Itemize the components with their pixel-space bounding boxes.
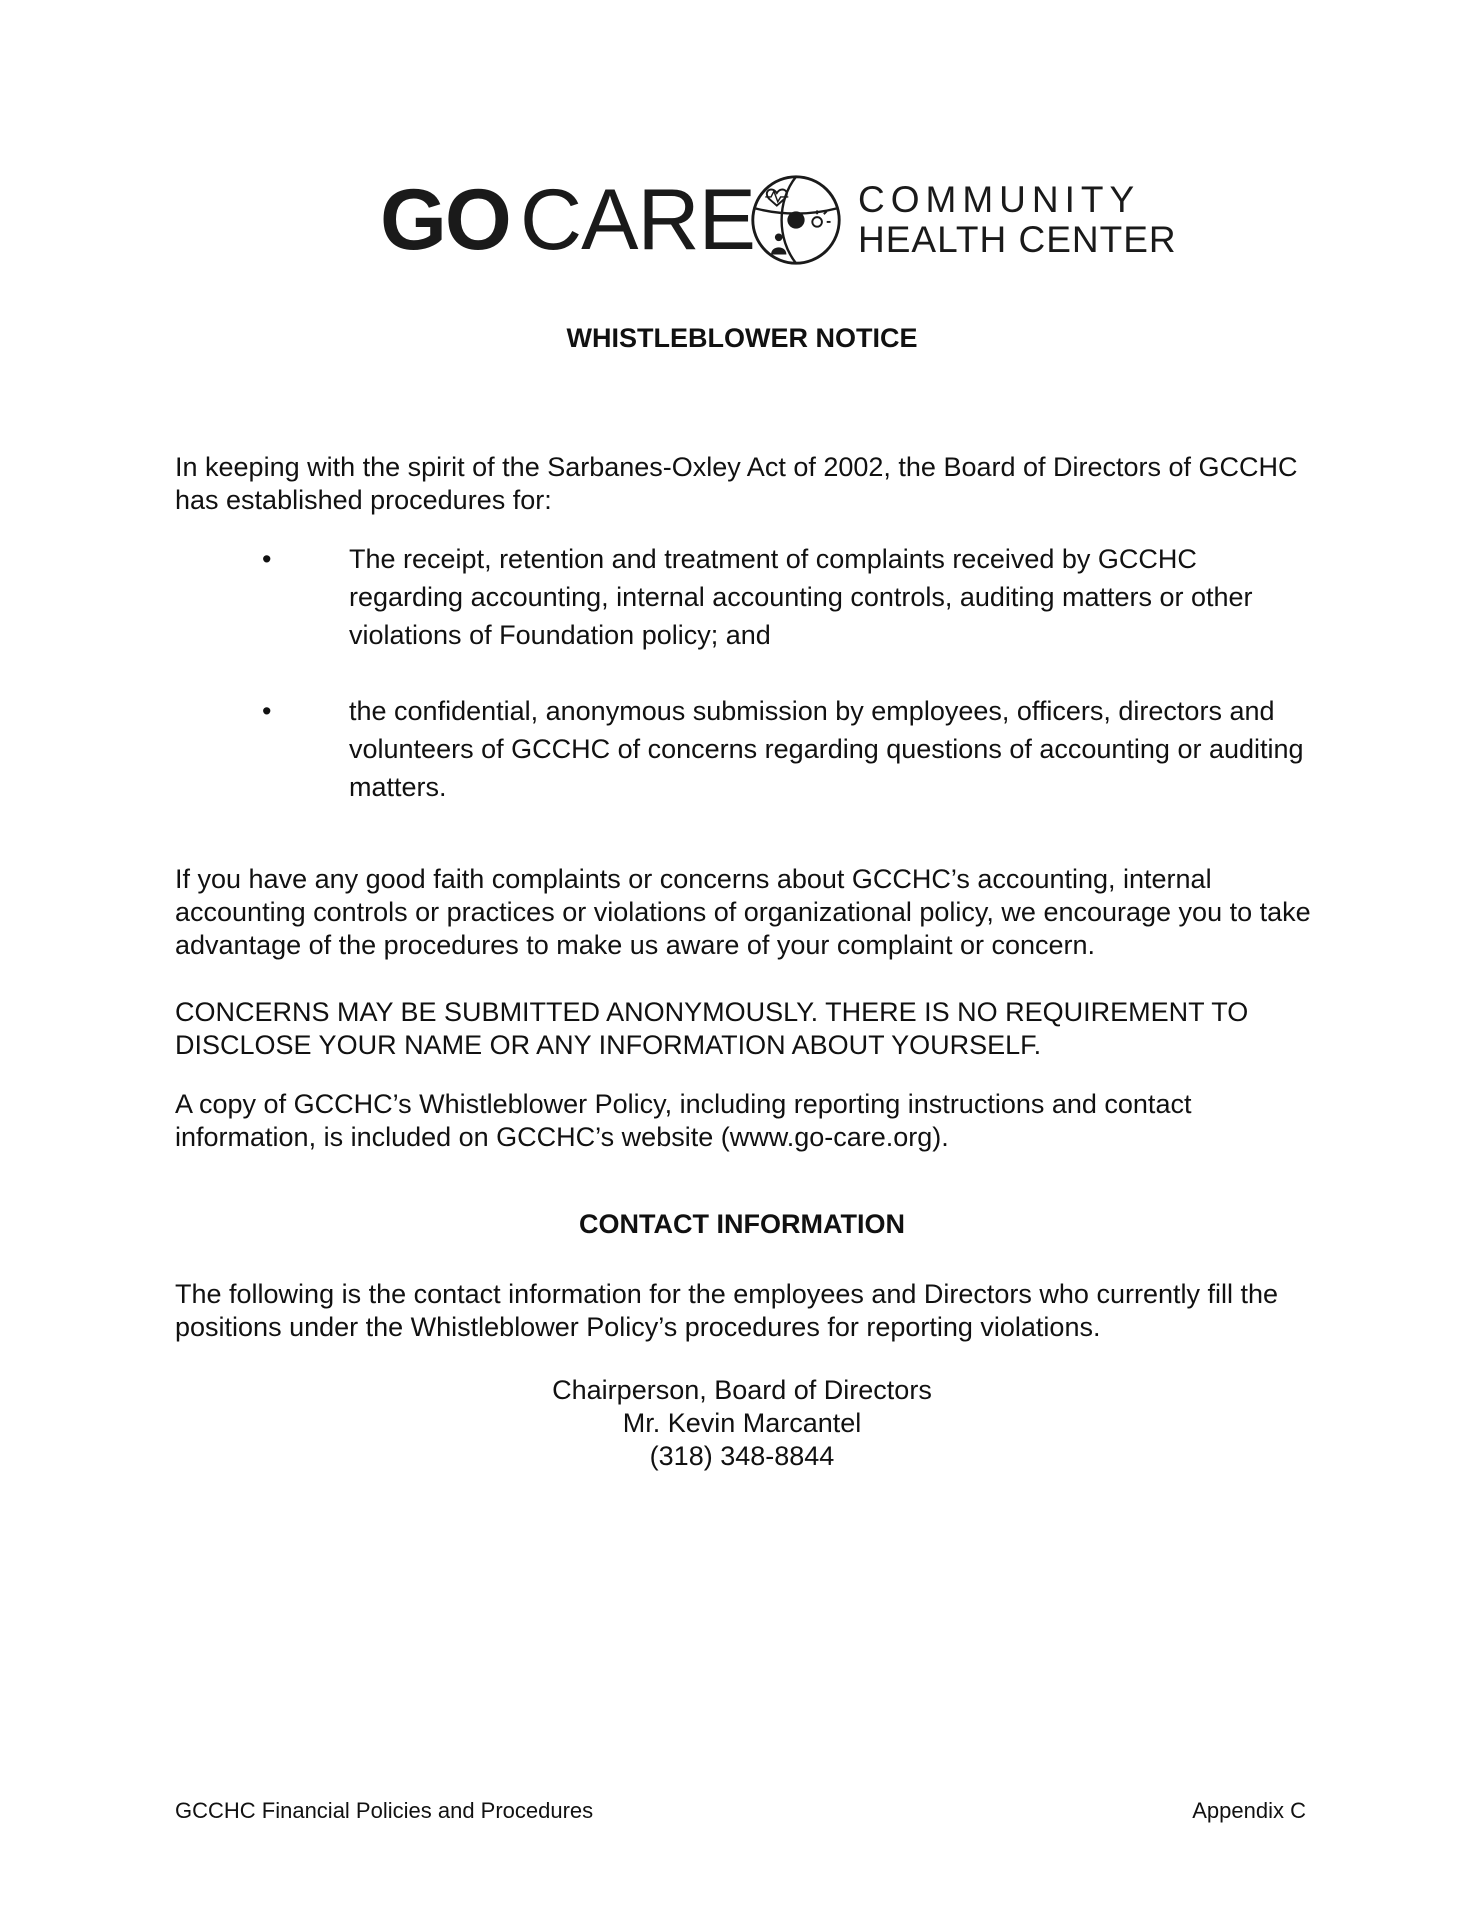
contact-intro-paragraph: The following is the contact information for the employees and Directors who currently fill the positions under the Whistleblower Policy’s procedures for reporting violations. [175,1279,1279,1342]
logo-word-go: GO [380,172,510,268]
complaints-paragraph: If you have any good faith complaints or concerns about GCCHC’s accounting, internal accounting controls or practices or violations of organizational policy, we encourage you to take advantage of the procedures to make us aware of your complaint or concern. [175,864,1311,960]
logo-line-community: COMMUNITY [858,179,1141,220]
contact-role: Chairperson, Board of Directors [552,1375,932,1405]
logo-emblem-icon [748,172,844,268]
footer-left: GCCHC Financial Policies and Procedures [175,1798,594,1823]
policy-copy-paragraph: A copy of GCCHC’s Whistleblower Policy, including reporting instructions and contact information, is included on GCCHC’s website (www.go-care.org). [175,1089,1192,1152]
bullet-marker: • [262,544,272,574]
anonymous-paragraph: CONCERNS MAY BE SUBMITTED ANONYMOUSLY. THERE IS NO REQUIREMENT TO DISCLOSE YOUR NAME OR ANY INFORMATION ABOUT YOURSELF. [175,997,1249,1060]
footer-right: Appendix C [1192,1798,1306,1823]
logo-line-health-center: HEALTH CENTER [858,219,1177,260]
contact-details [0,1374,1484,1473]
logo-word-care: CARE [520,172,755,268]
contact-heading: CONTACT INFORMATION [579,1209,905,1239]
contact-phone: (318) 348-8844 [649,1441,835,1471]
logo [380,168,1177,272]
contact-name: Mr. Kevin Marcantel [622,1408,862,1438]
bullet-marker: • [262,696,272,726]
page-title: WHISTLEBLOWER NOTICE [566,323,918,353]
bullet-item: The receipt, retention and treatment of complaints received by GCCHC regarding accounting, internal accounting controls, auditing matters or other violations of Foundation policy; and [349,544,1253,650]
bullet-item: the confidential, anonymous submission by employees, officers, directors and volunteers of GCCHC of concerns regarding questions of accounting or auditing matters. [349,696,1304,802]
intro-paragraph: In keeping with the spirit of the Sarbanes-Oxley Act of 2002, the Board of Directors of GCCHC has established procedures for: [175,452,1298,515]
